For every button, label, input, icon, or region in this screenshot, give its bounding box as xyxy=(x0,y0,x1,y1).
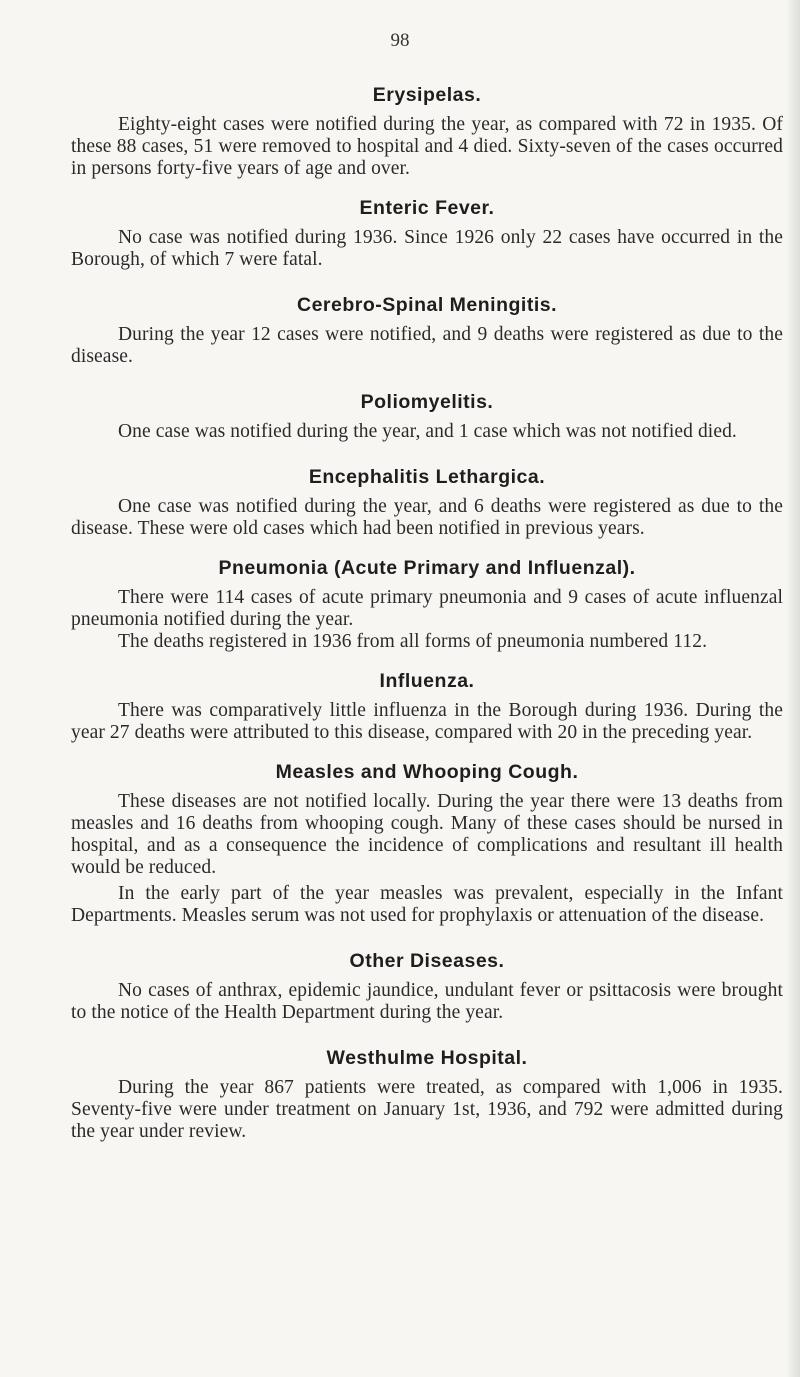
section-heading: Erysipelas. xyxy=(372,84,482,106)
section-paragraph: During the year 867 patients were treated, as compared with 1,006 in 1935. Seventy-five were under treatment on January 1st, 1936, and 792 were admitted during the year under review. xyxy=(71,1077,783,1142)
section-influenza xyxy=(71,668,783,744)
section-cerebro-spinal-meningitis xyxy=(71,292,783,368)
section-erysipelas xyxy=(71,82,783,180)
section-paragraph: No case was notified during 1936. Since 1926 only 22 cases have occurred in the Borough, of which 7 were fatal. xyxy=(71,227,783,270)
section-paragraph: The deaths registered in 1936 from all forms of pneumonia numbered 112. xyxy=(118,631,708,652)
section-paragraph: One case was notified during the year, and 6 deaths were registered as due to the disease. These were old cases which had been notified in previous years. xyxy=(71,496,783,539)
section-paragraph: There was comparatively little influenza in the Borough during 1936. During the year 27 deaths were attributed to this disease, compared with 20 in the preceding year. xyxy=(71,700,783,743)
section-heading: Westhulme Hospital. xyxy=(326,1047,528,1069)
section-poliomyelitis xyxy=(71,389,783,443)
section-heading: Cerebro-Spinal Meningitis. xyxy=(296,294,558,316)
section-measles-whooping-cough xyxy=(71,759,783,927)
document-body xyxy=(71,82,783,1143)
section-paragraph: These diseases are not notified locally. During the year there were 13 deaths from measles and 16 deaths from whooping cough. Many of these cases should be nursed in hospital, and as a consequence the incidence of complications and resultant ill health would be reduced. xyxy=(71,791,783,878)
section-encephalitis-lethargica xyxy=(71,464,783,540)
section-heading: Influenza. xyxy=(379,670,475,692)
section-paragraph: During the year 12 cases were notified, and 9 deaths were registered as due to the disease. xyxy=(71,324,783,367)
section-heading: Measles and Whooping Cough. xyxy=(275,761,579,783)
section-paragraph: Eighty-eight cases were notified during the year, as compared with 72 in 1935. Of these 88 cases, 51 were removed to hospital and 4 died. Sixty-seven of the cases occurred in persons forty-five years of age and over. xyxy=(71,114,783,179)
section-heading: Poliomyelitis. xyxy=(360,391,494,413)
section-paragraph: No cases of anthrax, epidemic jaundice, undulant fever or psittacosis were brought to the notice of the Health Department during the year. xyxy=(71,980,783,1023)
page-edge-shadow xyxy=(786,0,800,1377)
section-heading: Encephalitis Lethargica. xyxy=(308,466,546,488)
section-enteric-fever xyxy=(71,195,783,271)
section-pneumonia xyxy=(71,555,783,653)
section-paragraph: One case was notified during the year, and 1 case which was not notified died. xyxy=(118,421,737,442)
page-number: 98 xyxy=(390,30,410,51)
section-heading: Other Diseases. xyxy=(349,950,505,972)
section-paragraph: There were 114 cases of acute primary pneumonia and 9 cases of acute influenzal pneumonia notified during the year. xyxy=(71,587,783,630)
section-heading: Enteric Fever. xyxy=(359,197,495,219)
section-other-diseases xyxy=(71,948,783,1024)
section-paragraph: In the early part of the year measles was prevalent, especially in the Infant Departments. Measles serum was not used for prophylaxis or attenuation of the disease. xyxy=(71,883,783,926)
section-heading: Pneumonia (Acute Primary and Influenzal). xyxy=(218,557,636,579)
section-westhulme-hospital xyxy=(71,1045,783,1143)
